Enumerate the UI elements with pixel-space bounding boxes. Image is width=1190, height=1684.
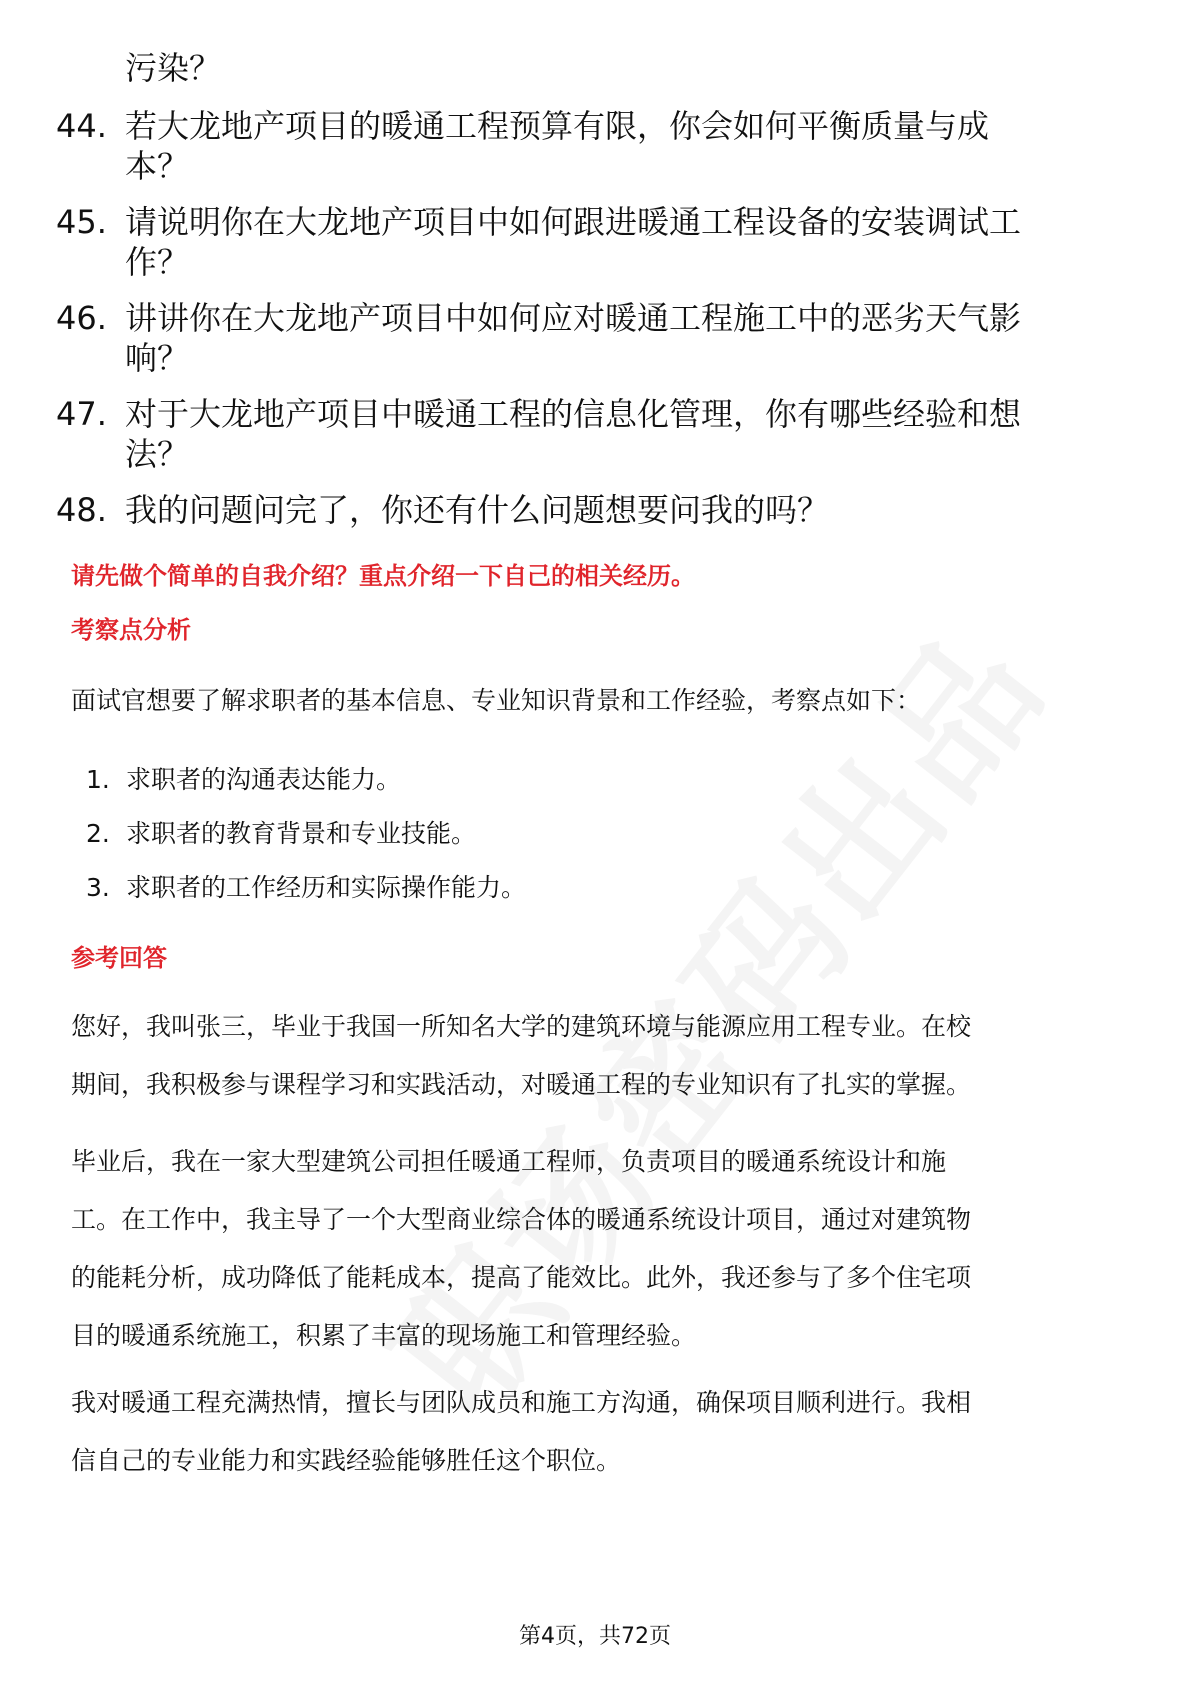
answer-line: 您好，我叫张三，毕业于我国一所知名大学的建筑环境与能源应用工程专业。在校 <box>71 1012 972 1041</box>
list-item-number: 3. <box>86 873 110 902</box>
list-item-text: 求职者的沟通表达能力。 <box>126 765 402 794</box>
answer-line: 期间，我积极参与课程学习和实践活动，对暖通工程的专业知识有了扎实的掌握。 <box>71 1070 972 1099</box>
list-item <box>86 764 401 796</box>
list-item <box>86 872 526 904</box>
list-item-text: 求职者的教育背景和专业技能。 <box>126 819 477 848</box>
question-item <box>56 490 1116 530</box>
question-title: 请先做个简单的自我介绍？重点介绍一下自己的相关经历。 <box>71 562 695 590</box>
list-item-number: 2. <box>86 819 110 848</box>
question-number: 46. <box>56 299 107 337</box>
question-text-line2: 作？ <box>125 243 190 281</box>
list-item-number: 1. <box>86 765 110 794</box>
answer-line: 信自己的专业能力和实践经验能够胜任这个职位。 <box>71 1446 622 1475</box>
answer-paragraph <box>71 998 1121 1114</box>
page-footer: 第4页，共72页 <box>519 1624 671 1649</box>
question-continuation: 污染？ <box>125 49 222 87</box>
question-text-line2: 法？ <box>125 435 190 473</box>
question-text-line1: 我的问题问完了，你还有什么问题想要问我的吗？ <box>125 491 830 529</box>
answer-line: 目的暖通系统施工，积累了丰富的现场施工和管理经验。 <box>71 1321 697 1350</box>
question-text-line1: 对于大龙地产项目中暖通工程的信息化管理，你有哪些经验和想 <box>125 395 1022 433</box>
analysis-intro <box>71 672 1121 730</box>
list-item <box>86 818 476 850</box>
analysis-intro-text: 面试官想要了解求职者的基本信息、专业知识背景和工作经验，考察点如下： <box>71 686 922 715</box>
answer-line: 我对暖通工程充满热情，擅长与团队成员和施工方沟通，确保项目顺利进行。我相 <box>71 1388 972 1417</box>
list-item-text: 求职者的工作经历和实际操作能力。 <box>126 873 527 902</box>
question-text-line2: 响？ <box>125 339 190 377</box>
question-item <box>56 202 1116 282</box>
question-number: 47. <box>56 395 107 433</box>
question-number: 44. <box>56 107 107 145</box>
question-number: 45. <box>56 203 107 241</box>
answer-line: 的能耗分析，成功降低了能耗成本，提高了能效比。此外，我还参与了多个住宅项 <box>71 1263 972 1292</box>
question-item <box>56 394 1116 474</box>
question-number: 48. <box>56 491 107 529</box>
question-text-line1: 讲讲你在大龙地产项目中如何应对暖通工程施工中的恶劣天气影 <box>125 299 1022 337</box>
analysis-heading: 考察点分析 <box>71 616 191 644</box>
answer-line: 工。在工作中，我主导了一个大型商业综合体的暖通系统设计项目，通过对建筑物 <box>71 1205 972 1234</box>
question-text-line2: 本？ <box>125 147 190 185</box>
answer-heading: 参考回答 <box>71 944 167 972</box>
answer-paragraph <box>71 1374 1121 1490</box>
question-text-line1: 若大龙地产项目的暖通工程预算有限，你会如何平衡质量与成 <box>125 107 990 145</box>
question-item <box>56 298 1116 378</box>
question-item <box>56 106 1116 186</box>
answer-line: 毕业后，我在一家大型建筑公司担任暖通工程师，负责项目的暖通系统设计和施 <box>71 1147 947 1176</box>
question-text-line1: 请说明你在大龙地产项目中如何跟进暖通工程设备的安装调试工 <box>125 203 1022 241</box>
answer-paragraph <box>71 1133 1121 1365</box>
